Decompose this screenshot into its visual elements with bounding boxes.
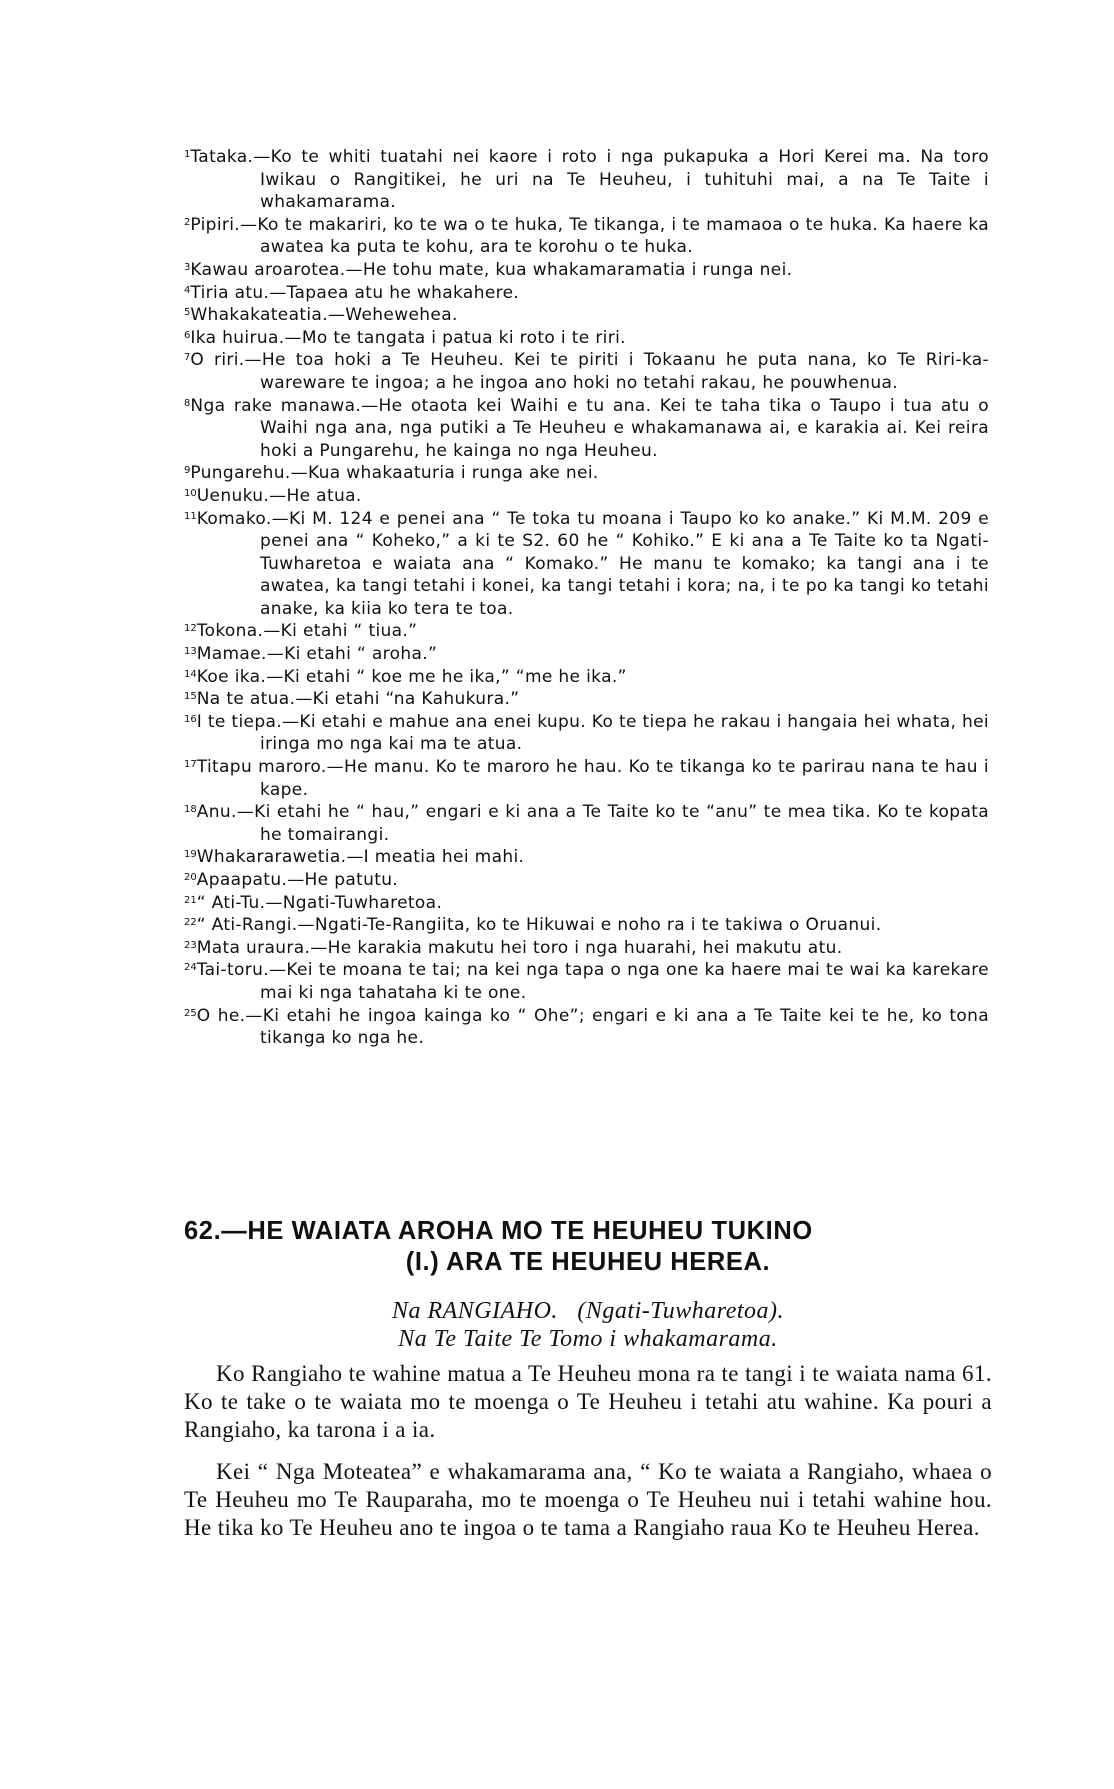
footnote <box>184 688 989 711</box>
footnote <box>184 846 989 869</box>
footnote-number: 16 <box>184 713 197 725</box>
footnote-number: 10 <box>184 487 197 499</box>
footnote <box>184 462 989 485</box>
footnote-text: Nga rake manawa.—He otaota kei Waihi e tu ana. Kei te taha tika o Taupo i tua atu o Waihi nga ana, nga putiki a Te Heuheu e whakamanawa ai, e karakia ai. Kei reira hoki a Pungarehu, he kainga no nga Heuheu. <box>190 395 989 461</box>
footnote-text: Whakakateatia.—Wehewehea. <box>190 305 458 326</box>
footnote-number: 14 <box>184 668 197 680</box>
footnote-text: Tiria atu.—Tapaea atu he whakahere. <box>190 282 520 303</box>
footnote <box>184 485 989 508</box>
footnote-text: Whakararawetia.—I meatia hei mahi. <box>196 847 525 868</box>
footnote-number: 8 <box>184 397 191 409</box>
footnote-number: 2 <box>184 216 191 228</box>
byline <box>184 1297 992 1353</box>
footnote <box>184 937 989 960</box>
heading-line-2: (I.) ARA TE HEUHEU HEREA. <box>405 1248 771 1276</box>
footnote-text: Mata uraura.—He karakia makutu hei toro i nga huarahi, hei makutu atu. <box>196 937 843 958</box>
footnote-number: 3 <box>184 261 191 273</box>
footnote-number: 17 <box>184 759 197 771</box>
footnote <box>184 1005 989 1050</box>
footnote <box>184 508 989 621</box>
footnote <box>184 395 989 463</box>
heading-line-1: 62.—HE WAIATA AROHA MO TE HEUHEU TUKINO <box>184 1217 813 1245</box>
footnote-text: “ Ati-Tu.—Ngati-Tuwharetoa. <box>196 892 443 913</box>
footnote <box>184 214 989 259</box>
footnote-number: 23 <box>184 939 197 951</box>
footnote <box>184 914 989 937</box>
footnote <box>184 756 989 801</box>
footnote-number: 4 <box>184 284 191 296</box>
footnotes-list <box>184 146 989 1050</box>
footnote <box>184 643 989 666</box>
footnote-number: 6 <box>184 329 191 341</box>
footnote <box>184 801 989 846</box>
footnote <box>184 711 989 756</box>
footnote <box>184 620 989 643</box>
section-heading <box>184 1216 992 1278</box>
footnote-text: Na te atua.—Ki etahi “na Kahukura.” <box>196 689 520 710</box>
footnote-number: 1 <box>184 149 191 160</box>
footnote-number: 11 <box>184 510 197 522</box>
footnote-number: 12 <box>184 623 197 635</box>
footnote-text: Tokona.—Ki etahi “ tiua.” <box>196 621 418 642</box>
footnote-text: O he.—Ki etahi he ingoa kainga ko “ Ohe”; engari e ki ana a Te Taite kei te he, ko tona tikanga ko nga he. <box>196 1005 989 1049</box>
footnote-number: 24 <box>184 962 197 974</box>
body-text <box>184 1360 992 1556</box>
footnote-text: Anu.—Ki etahi he “ hau,” engari e ki ana a Te Taite ko te “anu” te mea tika. Ko te kopata he tomairangi. <box>196 802 989 845</box>
footnote-number: 19 <box>184 849 197 861</box>
footnote-number: 5 <box>184 307 191 319</box>
footnote <box>184 304 989 327</box>
footnote-text: Komako.—Ki M. 124 e penei ana “ Te toka tu moana i Taupo ko ko anake.” Ki M.M. 209 e penei ana “ Koheko,” a ki te S2. 60 he “ Kohiko.” E ki ana a Te Taite ko ta Ngati-Tuwharetoa e waiata ana “ Komako.” He manu te komako; ka tangi ana i te awatea, ka tangi tetahi i konei, ka tangi tetahi i kora; na, i te po ka tangi ko tetahi anake, ka kiia ko tera te toa. <box>196 508 989 619</box>
footnote-number: 18 <box>184 804 197 816</box>
footnote-number: 15 <box>184 691 197 703</box>
footnote-text: Tataka.—Ko te whiti tuatahi nei kaore i roto i nga pukapuka a Hori Kerei ma. Na toro Iwikau o Rangitikei, he uri na Te Heuheu, i tuhituhi mai, a na Te Taite i whakamarama. <box>190 147 989 213</box>
footnote-text: Pungarehu.—Kua whakaaturia i runga ake nei. <box>190 463 599 484</box>
footnote <box>184 146 989 214</box>
footnote-number: 13 <box>184 646 197 658</box>
footnote-text: Pipiri.—Ko te makariri, ko te wa o te huka, Te tikanga, i te mamaoa o te huka. Ka haere ka awatea ka puta te kohu, ara te korohu o te huka. <box>190 214 989 258</box>
paragraph: Ko Rangiaho te wahine matua a Te Heuheu mona ra te tangi i te waiata nama 61. Ko te take o te waiata mo te moenga o Te Heuheu i tetahi atu wahine. Ka pouri a Rangiaho, ka tarona i a ia. <box>184 1361 992 1442</box>
footnote-text: Uenuku.—He atua. <box>196 485 362 506</box>
paragraph: Kei “ Nga Moteatea” e whakamarama ana, “ Ko te waiata a Rangiaho, whaea o Te Heuheu mo Te Rauparaha, mo te moenga o Te Heuheu nui i tetahi wahine hou. He tika ko Te Heuheu ano te ingoa o te tama a Rangiaho raua Ko te Heuheu Herea. <box>184 1459 992 1540</box>
footnote-text: Koe ika.—Ki etahi “ koe me he ika,” “me he ika.” <box>196 666 627 687</box>
footnote <box>184 282 989 305</box>
footnote-text: I te tiepa.—Ki etahi e mahue ana enei kupu. Ko te tiepa he rakau i hangaia hei whata, hei iringa mo nga kai ma te atua. <box>196 711 989 755</box>
footnote-text: Ika huirua.—Mo te tangata i patua ki roto i te riri. <box>190 327 626 348</box>
footnote-text: Tai-toru.—Kei te moana te tai; na kei nga tapa o nga one ka haere mai te wai ka karekare mai ki nga tahataha ki te one. <box>196 960 989 1003</box>
footnote-text: Titapu maroro.—He manu. Ko te maroro he hau. Ko te tikanga ko te parirau nana te hau i kape. <box>196 757 989 800</box>
footnote <box>184 892 989 915</box>
footnote-number: 20 <box>184 872 197 883</box>
footnote-number: 7 <box>184 352 191 364</box>
footnote <box>184 259 989 282</box>
footnote-number: 25 <box>184 1007 197 1019</box>
footnote <box>184 959 989 1004</box>
footnote <box>184 869 989 892</box>
footnote-text: Kawau aroarotea.—He tohu mate, kua whakamaramatia i runga nei. <box>190 259 793 280</box>
footnote <box>184 349 989 394</box>
footnote-text: Mamae.—Ki etahi “ aroha.” <box>196 644 438 665</box>
footnote-text: “ Ati-Rangi.—Ngati-Te-Rangiita, ko te Hikuwai e noho ra i te takiwa o Oruanui. <box>196 915 882 936</box>
footnote-text: Apaapatu.—He patutu. <box>196 870 399 890</box>
footnote <box>184 327 989 350</box>
byline-explainer: Na Te Taite Te Tomo i whakamarama. <box>398 1326 778 1352</box>
footnote <box>184 666 989 689</box>
footnote-number: 22 <box>184 917 197 929</box>
byline-author: Na RANGIAHO. (Ngati-Tuwharetoa). <box>391 1298 785 1324</box>
footnote-text: O riri.—He toa hoki a Te Heuheu. Kei te piriti i Tokaanu he puta nana, ko Te Riri-ka-wareware te ingoa; a he ingoa ano hoki no tetahi rakau, he pouwhenua. <box>190 350 989 393</box>
footnote-number: 9 <box>184 465 191 477</box>
footnote-number: 21 <box>184 894 197 906</box>
